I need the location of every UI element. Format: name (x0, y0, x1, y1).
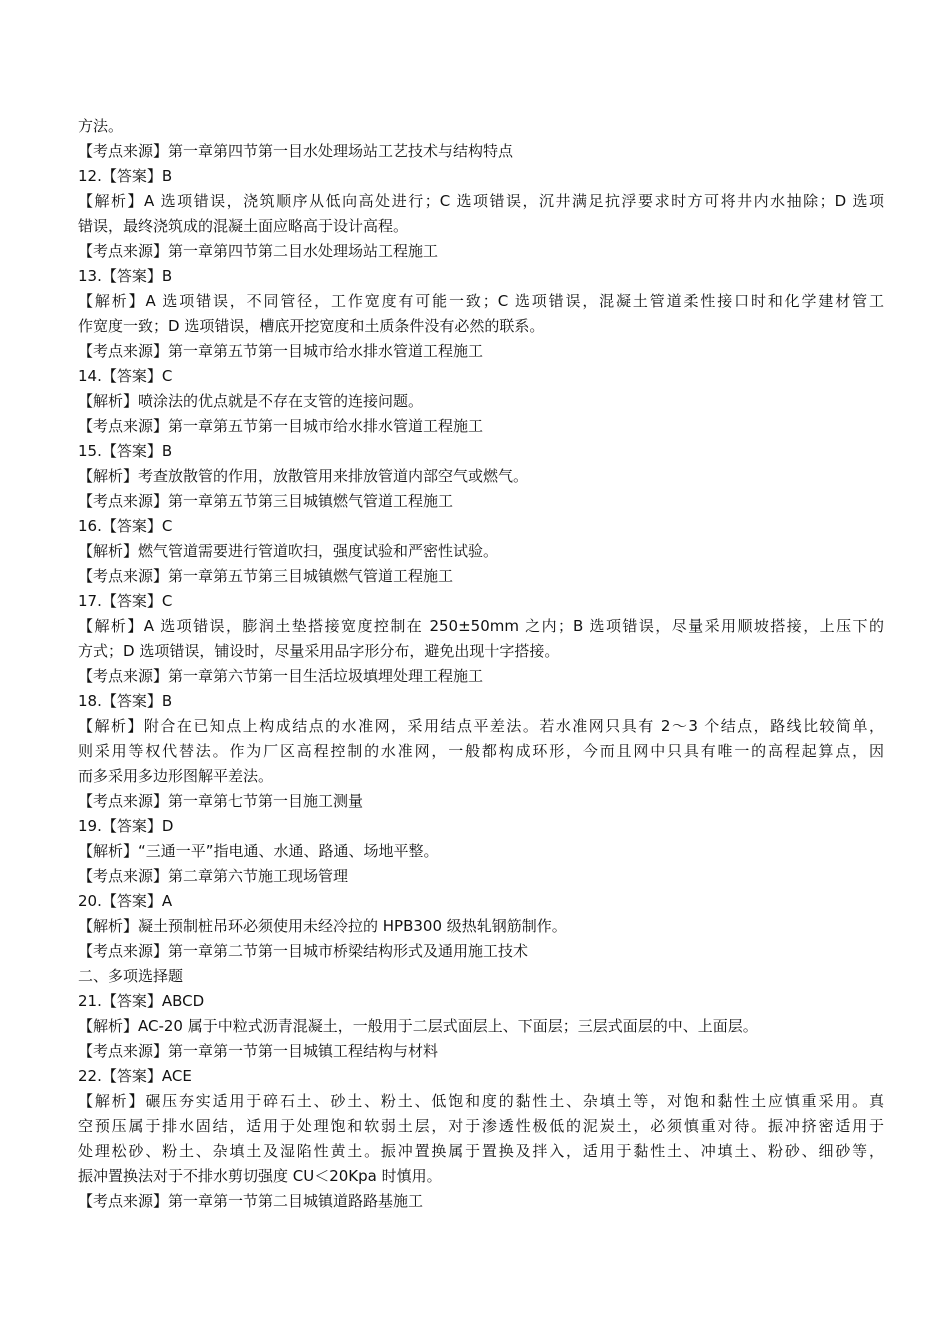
text-line: 【考点来源】第一章第五节第三目城镇燃气管道工程施工 (78, 492, 454, 510)
text-line: 【解析】附合在已知点上构成结点的水准网，采用结点平差法。若水准网只具有 2～3 个结点，路线比较简单， (78, 717, 884, 735)
text-line: 方式；D 选项错误，铺设时，尽量采用品字形分布，避免出现十字搭接。 (78, 642, 560, 660)
text-line: 而多采用多边形图解平差法。 (78, 767, 274, 785)
text-line: 【考点来源】第一章第四节第二目水处理场站工程施工 (78, 242, 439, 260)
text-line: 【解析】凝土预制桩吊环必须使用未经冷拉的 HPB300 级热轧钢筋制作。 (78, 917, 567, 935)
text-line: 方法。 (78, 117, 124, 135)
text-line: 【考点来源】第一章第六节第一目生活垃圾填埋处理工程施工 (78, 667, 484, 685)
text-line: 【解析】A 选项错误，浇筑顺序从低向高处进行；C 选项错误，沉井满足抗浮要求时方可将井内水抽除；D 选项 (78, 192, 884, 210)
text-line: 【解析】A 选项错误，膨润土垫搭接宽度控制在 250±50mm 之内；B 选项错误，尽量采用顺坡搭接，上压下的 (78, 617, 884, 635)
text-line: 【解析】喷涂法的优点就是不存在支管的连接问题。 (78, 392, 424, 410)
text-line: 22.【答案】ACE (78, 1067, 192, 1085)
document-page (78, 114, 884, 1214)
text-line: 14.【答案】C (78, 367, 173, 385)
text-line: 16.【答案】C (78, 517, 173, 535)
text-line: 【考点来源】第一章第四节第一目水处理场站工艺技术与结构特点 (78, 142, 514, 160)
text-line: 17.【答案】C (78, 592, 173, 610)
text-line: 【考点来源】第一章第一节第一目城镇工程结构与材料 (78, 1042, 439, 1060)
text-line: 19.【答案】D (78, 817, 174, 835)
text-line: 【解析】“三通一平”指电通、水通、路通、场地平整。 (78, 842, 439, 860)
text-line: 【考点来源】第二章第六节施工现场管理 (78, 867, 349, 885)
text-line: 【考点来源】第一章第五节第一目城市给水排水管道工程施工 (78, 342, 484, 360)
text-line: 【解析】AC-20 属于中粒式沥青混凝土，一般用于二层式面层上、下面层；三层式面层的中、上面层。 (78, 1017, 758, 1035)
text-line: 20.【答案】A (78, 892, 173, 910)
text-line: 【考点来源】第一章第二节第一目城市桥梁结构形式及通用施工技术 (78, 942, 529, 960)
text-line: 12.【答案】B (78, 167, 173, 185)
text-line: 错误，最终浇筑成的混凝土面应略高于设计高程。 (78, 217, 409, 235)
text-line: 【解析】考查放散管的作用，放散管用来排放管道内部空气或燃气。 (78, 467, 529, 485)
text-line: 【考点来源】第一章第五节第一目城市给水排水管道工程施工 (78, 417, 484, 435)
text-line: 【考点来源】第一章第一节第二目城镇道路路基施工 (78, 1192, 424, 1210)
text-line: 【考点来源】第一章第五节第三目城镇燃气管道工程施工 (78, 567, 454, 585)
text-line: 【考点来源】第一章第七节第一目施工测量 (78, 792, 364, 810)
text-line: 处理松砂、粉土、杂填土及湿陷性黄土。振冲置换属于置换及拌入，适用于黏性土、冲填土、粉砂、细砂等， (78, 1142, 884, 1160)
text-line: 则采用等权代替法。作为厂区高程控制的水准网，一般都构成环形，今而且网中只具有唯一的高程起算点，因 (78, 742, 884, 760)
text-line: 【解析】A 选项错误，不同管径，工作宽度有可能一致；C 选项错误，混凝土管道柔性接口时和化学建材管工 (78, 292, 884, 310)
text-line: 二、多项选择题 (78, 967, 184, 985)
text-line: 18.【答案】B (78, 692, 173, 710)
text-line: 【解析】碾压夯实适用于碎石土、砂土、粉土、低饱和度的黏性土、杂填土等，对饱和黏性土应慎重采用。真 (78, 1092, 884, 1110)
text-line: 【解析】燃气管道需要进行管道吹扫，强度试验和严密性试验。 (78, 542, 499, 560)
text-line: 13.【答案】B (78, 267, 173, 285)
text-line: 振冲置换法对于不排水剪切强度 CU＜20Kpa 时慎用。 (78, 1167, 442, 1185)
text-line: 作宽度一致；D 选项错误，槽底开挖宽度和土质条件没有必然的联系。 (78, 317, 545, 335)
text-line: 15.【答案】B (78, 442, 173, 460)
text-line: 21.【答案】ABCD (78, 992, 205, 1010)
text-line: 空预压属于排水固结，适用于处理饱和软弱土层，对于渗透性极低的泥炭土，必须慎重对待。振冲挤密适用于 (78, 1117, 884, 1135)
